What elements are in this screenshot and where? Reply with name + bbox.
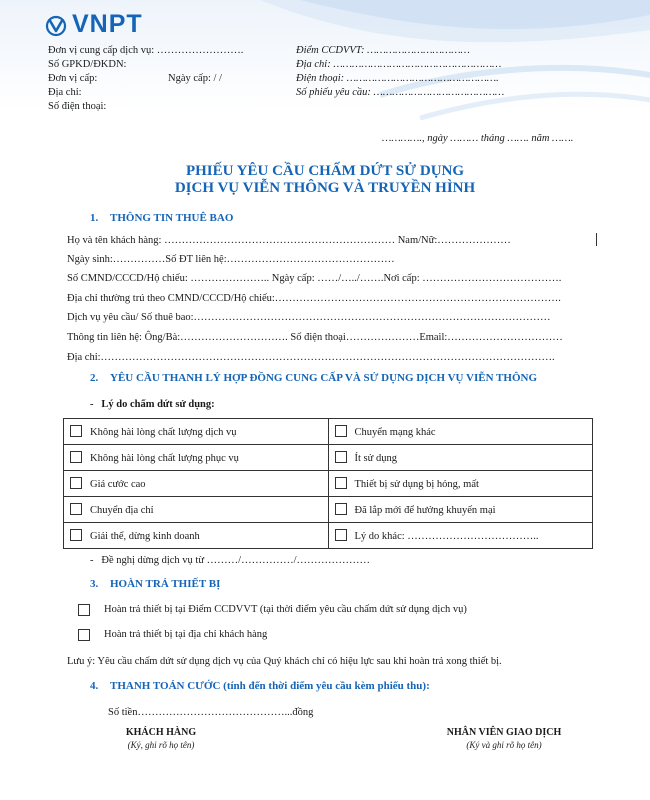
reason-label-text: Không hài lòng chất lượng dịch vụ <box>90 427 237 438</box>
issue-date-field: Ngày cấp: / / <box>168 73 222 84</box>
section1-heading <box>90 212 233 224</box>
reason-cell[interactable] <box>328 497 593 523</box>
vnpt-logo <box>44 10 143 39</box>
brand-name: VNPT <box>72 10 143 38</box>
business-license-field: Số GPKD/ĐKDN: <box>48 59 127 70</box>
section3-heading <box>90 578 220 590</box>
reason-label-text: Giá cước cao <box>90 479 146 490</box>
stop-date-line: - Đề nghị dừng dịch vụ từ ………/……………/………………… <box>90 555 370 566</box>
reason-label-text: Chuyển mạng khác <box>354 427 436 438</box>
provider-address-field: Địa chỉ: <box>48 87 82 98</box>
service-subscriber-line: Dịch vụ yêu cầu/ Số thuê bao:………………………………………………………………………………………… <box>67 312 551 323</box>
checkbox[interactable] <box>335 477 347 489</box>
section2-number: 2. <box>90 372 99 384</box>
table-row <box>64 419 593 445</box>
checkbox[interactable] <box>70 451 82 463</box>
provider-field: Đơn vị cung cấp dịch vụ: ……………………. <box>48 45 244 56</box>
contact-info-line: Thông tin liên hệ: Ông/Bà:…………………………. Số điện thoại…………………Email:…………………………… <box>67 332 563 343</box>
service-point-address-field: Địa chỉ: ……………………………………………… <box>296 59 502 70</box>
reason-cell[interactable] <box>328 471 593 497</box>
customer-name-line: Họ và tên khách hàng: ………………………………………………………… Nam/Nữ:………………… <box>67 235 511 246</box>
contact-address-line: Địa chỉ:…………………………………………………………………………………………………………………. <box>67 352 555 363</box>
reason-label-text: Thiết bị sử dụng bị hỏng, mất <box>354 479 479 490</box>
date-line: …………., ngày ……… tháng ……. năm ……. <box>382 133 574 144</box>
table-row <box>64 471 593 497</box>
section4-heading <box>90 680 430 692</box>
reason-label-text: Chuyển địa chỉ <box>90 505 154 516</box>
checkbox[interactable] <box>335 425 347 437</box>
reason-cell[interactable] <box>64 471 329 497</box>
reason-cell[interactable] <box>64 445 329 471</box>
staff-signature-title: NHÂN VIÊN GIAO DỊCH <box>446 727 562 738</box>
checkbox[interactable] <box>70 477 82 489</box>
reason-label-text: Ít sử dụng <box>354 453 397 464</box>
reason-label-text: Không hài lòng chất lượng phục vụ <box>90 453 239 464</box>
checkbox[interactable] <box>335 451 347 463</box>
return-at-point-label: Hoàn trả thiết bị tại Điểm CCDVVT (tại thời điểm yêu cầu chấm dứt sử dụng dịch vụ) <box>104 604 467 615</box>
section1-title: THÔNG TIN THUÊ BAO <box>110 212 234 224</box>
reason-label-text: Đã lắp mới để hưởng khuyến mại <box>354 505 496 516</box>
table-row <box>64 497 593 523</box>
reason-cell[interactable] <box>328 419 593 445</box>
customer-signature-block <box>96 727 226 750</box>
request-number-field: Số phiếu yêu cầu: …………………………………… <box>296 87 505 98</box>
reason-cell[interactable] <box>328 445 593 471</box>
reason-cell[interactable] <box>64 523 329 549</box>
provider-phone-field: Số điện thoại: <box>48 101 107 112</box>
reason-label-text: Giải thể, dừng kinh doanh <box>90 531 200 542</box>
table-row <box>64 445 593 471</box>
checkbox[interactable] <box>70 529 82 541</box>
reason-label-text: Lý do chấm dứt sử dụng: <box>101 399 215 410</box>
section1-number: 1. <box>90 212 99 224</box>
reason-cell[interactable] <box>328 523 593 549</box>
checkbox[interactable] <box>335 503 347 515</box>
section2-title: YÊU CẦU THANH LÝ HỢP ĐỒNG CUNG CẤP VÀ SỬ DỤNG DỊCH VỤ VIỄN THÔNG <box>110 372 538 384</box>
service-point-phone-field: Điện thoại: …………………………………………. <box>296 73 499 84</box>
table-row <box>64 523 593 549</box>
return-at-address-label: Hoàn trả thiết bị tại địa chỉ khách hàng <box>104 629 268 640</box>
section3-number: 3. <box>90 578 99 590</box>
staff-signature-block <box>424 727 584 750</box>
permanent-address-line: Địa chỉ thường trú theo CMND/CCCD/Hộ chiếu:………………………………………………………………………. <box>67 293 561 304</box>
stop-date-text: Đề nghị dừng dịch vụ từ ………/……………/………………… <box>101 555 370 566</box>
reason-cell[interactable] <box>64 419 329 445</box>
customer-signature-title: KHÁCH HÀNG <box>125 727 197 738</box>
id-card-line: Số CMND/CCCD/Hộ chiếu: ………………….. Ngày cấp: ……/…../…….Nơi cấp: …………………………………. <box>67 273 562 284</box>
payment-amount-line: Số tiền……………………………………...đồng <box>108 707 314 718</box>
checkbox[interactable] <box>70 503 82 515</box>
checkbox[interactable] <box>335 529 347 541</box>
issuer-field: Đơn vị cấp: <box>48 73 98 84</box>
section2-heading <box>90 372 537 384</box>
section4-number: 4. <box>90 680 99 692</box>
reason-cell[interactable] <box>64 497 329 523</box>
reasons-table <box>63 418 593 549</box>
return-note: Lưu ý: Yêu cầu chấm dứt sử dụng dịch vụ của Quý khách chỉ có hiệu lực sau khi hoàn trả xong thiết bị. <box>67 656 502 667</box>
return-at-address-checkbox[interactable] <box>78 629 90 641</box>
dob-phone-line: Ngày sinh:……………Số ĐT liên hệ:………………………………………… <box>67 254 395 265</box>
vnpt-logo-icon <box>44 13 68 37</box>
text-cursor <box>596 233 597 246</box>
return-at-point-checkbox[interactable] <box>78 604 90 616</box>
staff-signature-note: (Ký và ghi rõ họ tên) <box>466 740 542 750</box>
section3-title: HOÀN TRẢ THIẾT BỊ <box>110 578 221 590</box>
form-title-line2: DỊCH VỤ VIỄN THÔNG VÀ TRUYỀN HÌNH <box>174 180 476 196</box>
checkbox[interactable] <box>70 425 82 437</box>
customer-signature-note: (Ký, ghi rõ họ tên) <box>127 740 195 750</box>
form-title-line1: PHIẾU YÊU CẦU CHẤM DỨT SỬ DỤNG <box>185 163 465 179</box>
section4-title: THANH TOÁN CƯỚC (tính đến thời điểm yêu cầu kèm phiếu thu): <box>110 680 430 692</box>
reason-label-text: Lý do khác: ……………………………….. <box>354 531 539 542</box>
service-point-field: Điểm CCDVVT: …………………………… <box>296 45 470 56</box>
reason-label: - Lý do chấm dứt sử dụng: <box>90 399 215 410</box>
